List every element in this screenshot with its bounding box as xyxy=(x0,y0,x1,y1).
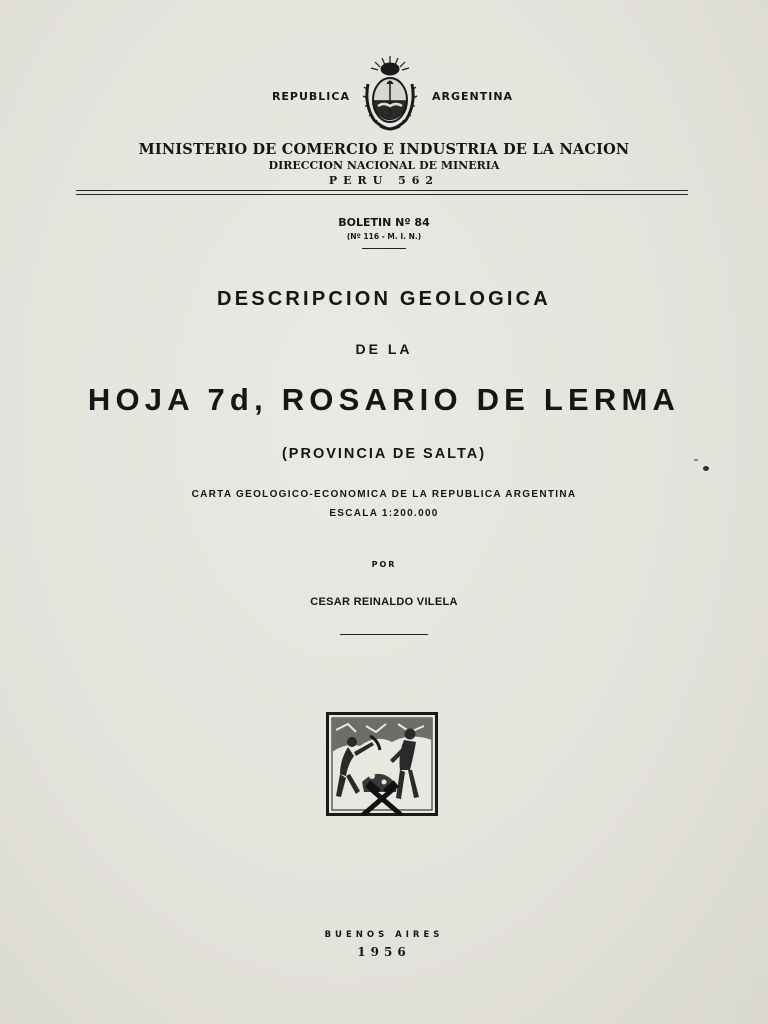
author-divider xyxy=(340,634,428,635)
bulletin-number: BOLETIN Nº 84 xyxy=(338,216,430,229)
miners-emblem-icon xyxy=(326,712,438,816)
series-title: CARTA GEOLOGICO-ECONOMICA DE LA REPUBLICA ARGENTINA xyxy=(191,489,577,500)
author-name: CESAR REINALDO VILELA xyxy=(310,596,458,608)
national-coat-of-arms-icon xyxy=(360,54,420,134)
province-subtitle: (PROVINCIA DE SALTA) xyxy=(281,446,487,462)
bulletin-subnumber: (Nº 116 - M. I. N.) xyxy=(346,232,422,241)
republic-label-left: REPUBLICA xyxy=(271,90,350,103)
paper-speck xyxy=(703,466,709,471)
title-line-2: DE LA xyxy=(355,341,413,357)
republic-label-right: ARGENTINA xyxy=(432,90,514,103)
header-rule-bottom xyxy=(76,194,688,195)
map-scale: ESCALA 1:200.000 xyxy=(329,508,439,519)
publication-year: 1956 xyxy=(357,945,411,959)
main-title: HOJA 7d, ROSARIO DE LERMA xyxy=(87,382,681,417)
title-line-1: DESCRIPCION GEOLOGICA xyxy=(217,288,551,310)
byline-por: POR xyxy=(371,560,397,569)
ministry-title: MINISTERIO DE COMERCIO E INDUSTRIA DE LA NACION xyxy=(138,141,630,158)
paper-speck xyxy=(694,459,698,461)
header-rule-top xyxy=(76,190,688,191)
address-line: PERU 562 xyxy=(328,174,440,187)
publication-city: BUENOS AIRES xyxy=(324,930,444,940)
bulletin-divider xyxy=(362,248,406,249)
direction-title: DIRECCION NACIONAL DE MINERIA xyxy=(268,159,500,172)
